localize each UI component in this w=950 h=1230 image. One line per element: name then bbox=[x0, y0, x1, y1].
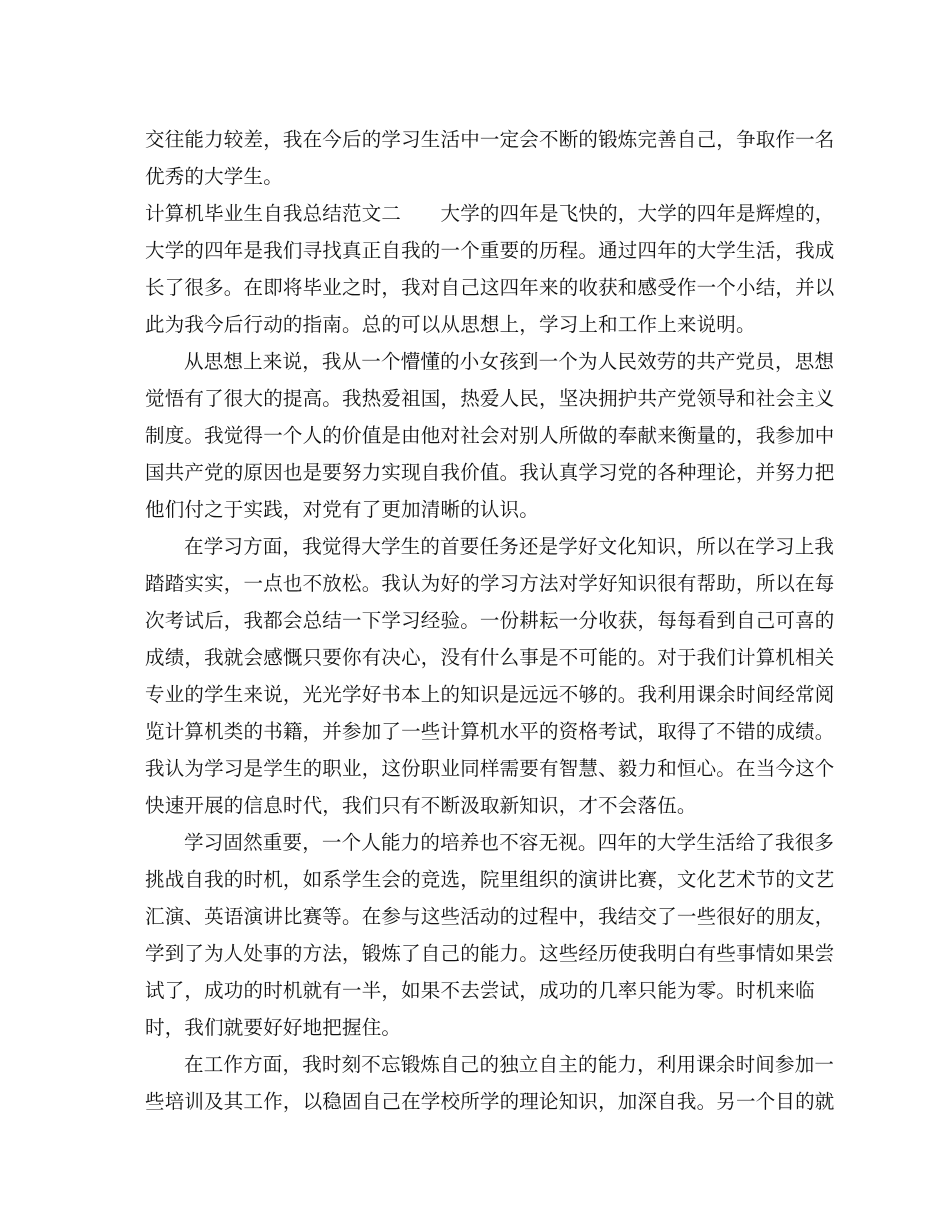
text-line: 成绩，我就会感慨只要你有决心，没有什么事是不可能的。对于我们计算机相关 bbox=[145, 646, 835, 669]
section-heading-line: 计算机毕业生自我总结范文二 大学的四年是飞快的，大学的四年是辉煌的， bbox=[145, 202, 835, 225]
paragraph-start-line: 在工作方面，我时刻不忘锻炼自己的独立自主的能力，利用课余时间参加一 bbox=[184, 1053, 835, 1076]
text-line: 我认为学习是学生的职业，这份职业同样需要有智慧、毅力和恒心。在当今这个 bbox=[145, 757, 835, 780]
text-line: 国共产党的原因也是要努力实现自我价值。我认真学习党的各种理论，并努力把 bbox=[145, 461, 835, 484]
text-line: 试了，成功的时机就有一半，如果不去尝试，成功的几率只能为零。时机来临 bbox=[145, 979, 815, 1002]
text-line: 此为我今后行动的指南。总的可以从思想上，学习上和工作上来说明。 bbox=[145, 313, 756, 336]
text-line: 览计算机类的书籍，并参加了一些计算机水平的资格考试，取得了不错的成绩。 bbox=[145, 720, 835, 743]
text-line: 次考试后，我都会总结一下学习经验。一份耕耘一分收获，每每看到自己可喜的 bbox=[145, 609, 835, 632]
paragraph-start-line: 在学习方面，我觉得大学生的首要任务还是学好文化知识，所以在学习上我 bbox=[184, 535, 835, 558]
text-line: 专业的学生来说，光光学好书本上的知识是远远不够的。我利用课余时间经常阅 bbox=[145, 683, 835, 706]
text-line: 学到了为人处事的方法，锻炼了自己的能力。这些经历使我明白有些事情如果尝 bbox=[145, 942, 835, 965]
text-line: 踏踏实实，一点也不放松。我认为好的学习方法对学好知识很有帮助，所以在每 bbox=[145, 572, 835, 595]
text-line: 觉悟有了很大的提高。我热爱祖国，热爱人民，坚决拥护共产党领导和社会主义 bbox=[145, 387, 835, 410]
text-line: 快速开展的信息时代，我们只有不断汲取新知识，才不会落伍。 bbox=[145, 794, 697, 817]
text-line: 时，我们就要好好地把握住。 bbox=[145, 1016, 402, 1039]
paragraph-start-line: 学习固然重要，一个人能力的培养也不容无视。四年的大学生活给了我很多 bbox=[184, 831, 835, 854]
text-line: 交往能力较差，我在今后的学习生活中一定会不断的锻炼完善自己，争取作一名 bbox=[145, 128, 835, 151]
text-line: 他们付之于实践，对党有了更加清晰的认识。 bbox=[145, 498, 540, 521]
text-line: 挑战自我的时机，如系学生会的竞选，院里组织的演讲比赛，文化艺术节的文艺 bbox=[145, 868, 835, 891]
text-line: 大学的四年是我们寻找真正自我的一个重要的历程。通过四年的大学生活，我成 bbox=[145, 239, 835, 262]
text-line: 制度。我觉得一个人的价值是由他对社会对别人所做的奉献来衡量的，我参加中 bbox=[145, 424, 835, 447]
text-line: 长了很多。在即将毕业之时，我对自己这四年来的收获和感受作一个小结，并以 bbox=[145, 276, 835, 299]
paragraph-start-line: 从思想上来说，我从一个懵懂的小女孩到一个为人民效劳的共产党员，思想 bbox=[184, 350, 835, 373]
text-line: 优秀的大学生。 bbox=[145, 165, 283, 188]
text-line: 些培训及其工作，以稳固自己在学校所学的理论知识，加深自我。另一个目的就 bbox=[145, 1090, 835, 1113]
text-line: 汇演、英语演讲比赛等。在参与这些活动的过程中，我结交了一些很好的朋友， bbox=[145, 905, 835, 928]
